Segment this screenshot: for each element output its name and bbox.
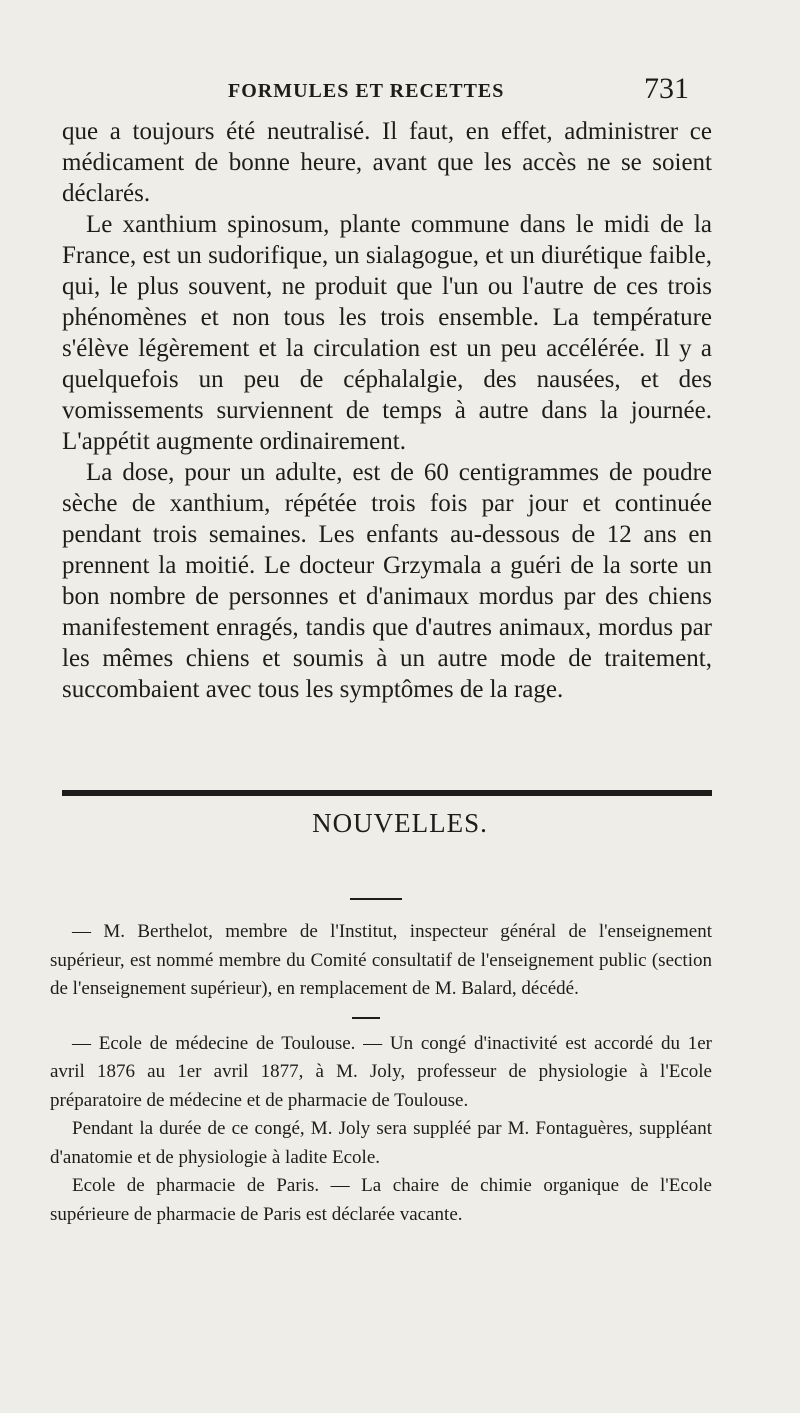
page-number: 731 (644, 72, 689, 105)
news-item: Ecole de pharmacie de Paris. — La chaire de chimie organique de l'Ecole supérieure de pharmacie de Paris est déclarée vacante. (50, 1175, 712, 1225)
paragraph: La dose, pour un adulte, est de 60 centigrammes de poudre sèche de xanthium, répétée trois fois par jour et continuée pendant trois semaines. Les enfants au-dessous de 12 ans en prennent la moitié. Le docteur Grzymala a guéri de la sorte un bon nombre de personnes et d'animaux mordus par des chiens manifestement enragés, tandis que d'autres animaux, mordus par les mêmes chiens et soumis à un autre mode de traitement, succombaient avec tous les symptômes de la rage. (62, 459, 712, 703)
body-text (62, 116, 712, 705)
news-separator (50, 1004, 712, 1030)
news-item: — Ecole de médecine de Toulouse. — Un congé d'inactivité est accordé du 1er avril 1876 au 1er avril 1877, à M. Joly, professeur de physiologie à l'Ecole préparatoire de médecine et de pharmacie de Toulouse. (50, 1032, 712, 1111)
running-head (0, 72, 800, 112)
news-item: Pendant la durée de ce congé, M. Joly sera suppléé par M. Fontaguères, suppléant d'anatomie et de physiologie à ladite Ecole. (50, 1118, 712, 1168)
news-list (50, 918, 712, 1229)
news-item: — M. Berthelot, membre de l'Institut, inspecteur général de l'enseignement supérieur, est nommé membre du Comité consultatif de l'enseignement public (section de l'enseignement supérieur), en remplacement de M. Balard, décédé. (50, 921, 712, 999)
separator-rule (352, 1017, 380, 1019)
section-title: NOUVELLES. (312, 808, 488, 838)
paragraph: Le xanthium spinosum, plante commune dans le midi de la France, est un sudorifique, un sialagogue, et un diurétique faible, qui, le plus souvent, ne produit que l'un ou l'autre de ces trois phénomènes et non tous les trois ensemble. La température s'élève légèrement et la circulation est un peu accélérée. Il y a quelquefois un peu de céphalalgie, des nausées, et des vomissements surviennent de temps à autre dans la journée. L'appétit augmente ordinairement. (62, 211, 712, 455)
paragraph: que a toujours été neutralisé. Il faut, en effet, administrer ce médicament de bonne heure, avant que les accès ne se soient déclarés. (62, 118, 712, 207)
running-head-title: FORMULES ET RECETTES (228, 80, 505, 102)
title-rule (350, 898, 402, 900)
section-divider (62, 790, 712, 796)
